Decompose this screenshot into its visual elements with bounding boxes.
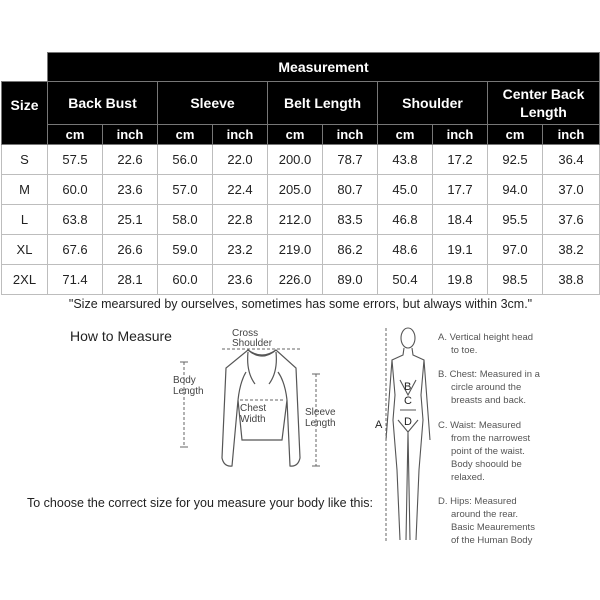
value-cell: 45.0: [378, 175, 433, 205]
unit-inch-header: inch: [323, 125, 378, 145]
value-cell: 36.4: [543, 145, 600, 175]
value-cell: 80.7: [323, 175, 378, 205]
value-cell: 59.0: [158, 235, 213, 265]
value-cell: 43.8: [378, 145, 433, 175]
value-cell: 92.5: [488, 145, 543, 175]
value-cell: 58.0: [158, 205, 213, 235]
unit-cm-header: cm: [48, 125, 103, 145]
value-cell: 19.1: [433, 235, 488, 265]
value-cell: 23.6: [103, 175, 158, 205]
value-cell: 50.4: [378, 265, 433, 295]
unit-inch-header: inch: [213, 125, 268, 145]
measurement-header: Measurement: [48, 53, 600, 82]
unit-inch-header: inch: [103, 125, 158, 145]
note-d: [438, 495, 598, 547]
col-belt-length: Belt Length: [268, 82, 378, 125]
size-cell: XL: [2, 235, 48, 265]
table-row: [2, 175, 600, 205]
label-c: C: [404, 395, 412, 407]
value-cell: 25.1: [103, 205, 158, 235]
value-cell: 83.5: [323, 205, 378, 235]
cross-shoulder-label: Cross: [232, 328, 259, 339]
value-cell: 26.6: [103, 235, 158, 265]
body-length-label-2: Length: [173, 386, 204, 397]
note-b-title: B. Chest: Measured in a: [438, 369, 540, 380]
size-cell: 2XL: [2, 265, 48, 295]
col-sleeve: Sleeve: [158, 82, 268, 125]
value-cell: 17.2: [433, 145, 488, 175]
value-cell: 37.0: [543, 175, 600, 205]
value-cell: 95.5: [488, 205, 543, 235]
value-cell: 37.6: [543, 205, 600, 235]
value-cell: 94.0: [488, 175, 543, 205]
unit-cm-header: cm: [158, 125, 213, 145]
value-cell: 57.0: [158, 175, 213, 205]
value-cell: 22.4: [213, 175, 268, 205]
table-row: [2, 235, 600, 265]
label-a: A: [375, 419, 383, 431]
garment-illustration: [222, 350, 300, 466]
col-back-bust: Back Bust: [48, 82, 158, 125]
note-d-title: D. Hips: Measured: [438, 496, 517, 507]
value-cell: 56.0: [158, 145, 213, 175]
value-cell: 98.5: [488, 265, 543, 295]
value-cell: 28.1: [103, 265, 158, 295]
chest-width-label: Chest: [240, 403, 267, 414]
value-cell: 89.0: [323, 265, 378, 295]
note-b: [438, 368, 598, 407]
value-cell: 57.5: [48, 145, 103, 175]
note-c-text-1: from the narrowest: [451, 433, 531, 444]
value-cell: 23.2: [213, 235, 268, 265]
value-cell: 97.0: [488, 235, 543, 265]
unit-cm-header: cm: [378, 125, 433, 145]
note-c-text-3: Body shoould be: [451, 459, 522, 470]
choose-size-text: To choose the correct size for you measure your body like this:: [27, 496, 373, 510]
value-cell: 71.4: [48, 265, 103, 295]
note-b-text-2: breasts and back.: [451, 395, 526, 406]
note-a-title: A. Vertical height head: [438, 332, 534, 343]
col-center-back-length: Center Back Length: [488, 82, 600, 125]
value-cell: 18.4: [433, 205, 488, 235]
col-shoulder: Shoulder: [378, 82, 488, 125]
unit-cm-header: cm: [268, 125, 323, 145]
value-cell: 23.6: [213, 265, 268, 295]
body-length-label: Body: [173, 375, 196, 386]
value-cell: 46.8: [378, 205, 433, 235]
note-c-text-4: relaxed.: [451, 472, 485, 483]
chest-width-label-2: Width: [240, 414, 266, 425]
note-d-text-2: Basic Meaurements: [451, 522, 535, 533]
value-cell: 67.6: [48, 235, 103, 265]
size-chart-table: [1, 52, 600, 313]
value-cell: 78.7: [323, 145, 378, 175]
how-to-measure-title: How to Measure: [70, 328, 172, 344]
size-cell: M: [2, 175, 48, 205]
blank-corner: [2, 53, 48, 82]
note-c-title: C. Waist: Measured: [438, 420, 522, 431]
note-d-text-3: of the Human Body: [451, 535, 533, 546]
label-b: B: [404, 381, 412, 393]
table-row: [2, 265, 600, 295]
value-cell: 38.8: [543, 265, 600, 295]
value-cell: 226.0: [268, 265, 323, 295]
value-cell: 48.6: [378, 235, 433, 265]
value-cell: 60.0: [48, 175, 103, 205]
size-note: "Size mearsured by ourselves, sometimes has some errors, but always within 3cm.": [2, 295, 600, 314]
value-cell: 22.8: [213, 205, 268, 235]
value-cell: 200.0: [268, 145, 323, 175]
value-cell: 19.8: [433, 265, 488, 295]
sleeve-length-label: Sleeve: [305, 407, 336, 418]
body-figure-illustration: [386, 328, 430, 540]
note-c: [438, 419, 598, 484]
value-cell: 219.0: [268, 235, 323, 265]
size-cell: S: [2, 145, 48, 175]
size-cell: L: [2, 205, 48, 235]
cross-shoulder-label-2: Shoulder: [232, 338, 273, 349]
value-cell: 205.0: [268, 175, 323, 205]
note-b-text-1: circle around the: [451, 382, 522, 393]
value-cell: 17.7: [433, 175, 488, 205]
value-cell: 22.6: [103, 145, 158, 175]
value-cell: 22.0: [213, 145, 268, 175]
note-a-text: to toe.: [451, 345, 478, 356]
note-d-text-1: around the rear.: [451, 509, 519, 520]
value-cell: 63.8: [48, 205, 103, 235]
table-row: [2, 205, 600, 235]
note-c-text-2: point of the waist.: [451, 446, 525, 457]
value-cell: 60.0: [158, 265, 213, 295]
size-header: Size: [2, 82, 48, 145]
value-cell: 38.2: [543, 235, 600, 265]
value-cell: 86.2: [323, 235, 378, 265]
table-row: [2, 145, 600, 175]
unit-inch-header: inch: [433, 125, 488, 145]
unit-inch-header: inch: [543, 125, 600, 145]
value-cell: 212.0: [268, 205, 323, 235]
note-a: [438, 331, 598, 357]
label-d: D: [404, 416, 412, 428]
sleeve-length-label-2: Length: [305, 418, 336, 429]
unit-cm-header: cm: [488, 125, 543, 145]
